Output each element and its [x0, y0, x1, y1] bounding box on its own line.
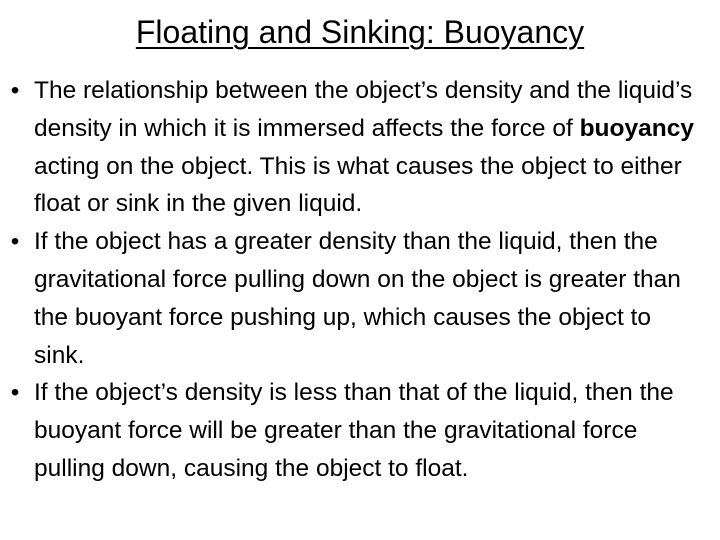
slide-title [0, 10, 720, 54]
bullet-item-1 [0, 72, 694, 223]
bullet-1-text-after: acting on the object. This is what causes the object to either float or sink in the given liquid. [34, 152, 682, 218]
bullet-3-text: If the object’s density is less than that of the liquid, then the buoyant force will be greater than the gravitational force pulling down, causing the object to float. [34, 379, 674, 482]
bullet-icon: • [10, 77, 20, 104]
bullet-2-text: If the object has a greater density than the liquid, then the gravitational force pulling down on the object is greater than the buoyant force pushing up, which causes the object to sink. [34, 228, 681, 369]
bullet-1-text-before: The relationship between the object’s density and the liquid’s density in which it is immersed affects the force of [34, 77, 693, 142]
bullet-item-2 [0, 223, 694, 374]
bullet-item-3 [0, 374, 694, 487]
bullet-1-bold-term: buoyancy [579, 114, 694, 142]
bullet-icon: • [10, 379, 20, 407]
bullet-icon: • [10, 228, 20, 256]
slide-title-text: Floating and Sinking: Buoyancy [135, 14, 585, 50]
bullet-list [0, 72, 720, 488]
